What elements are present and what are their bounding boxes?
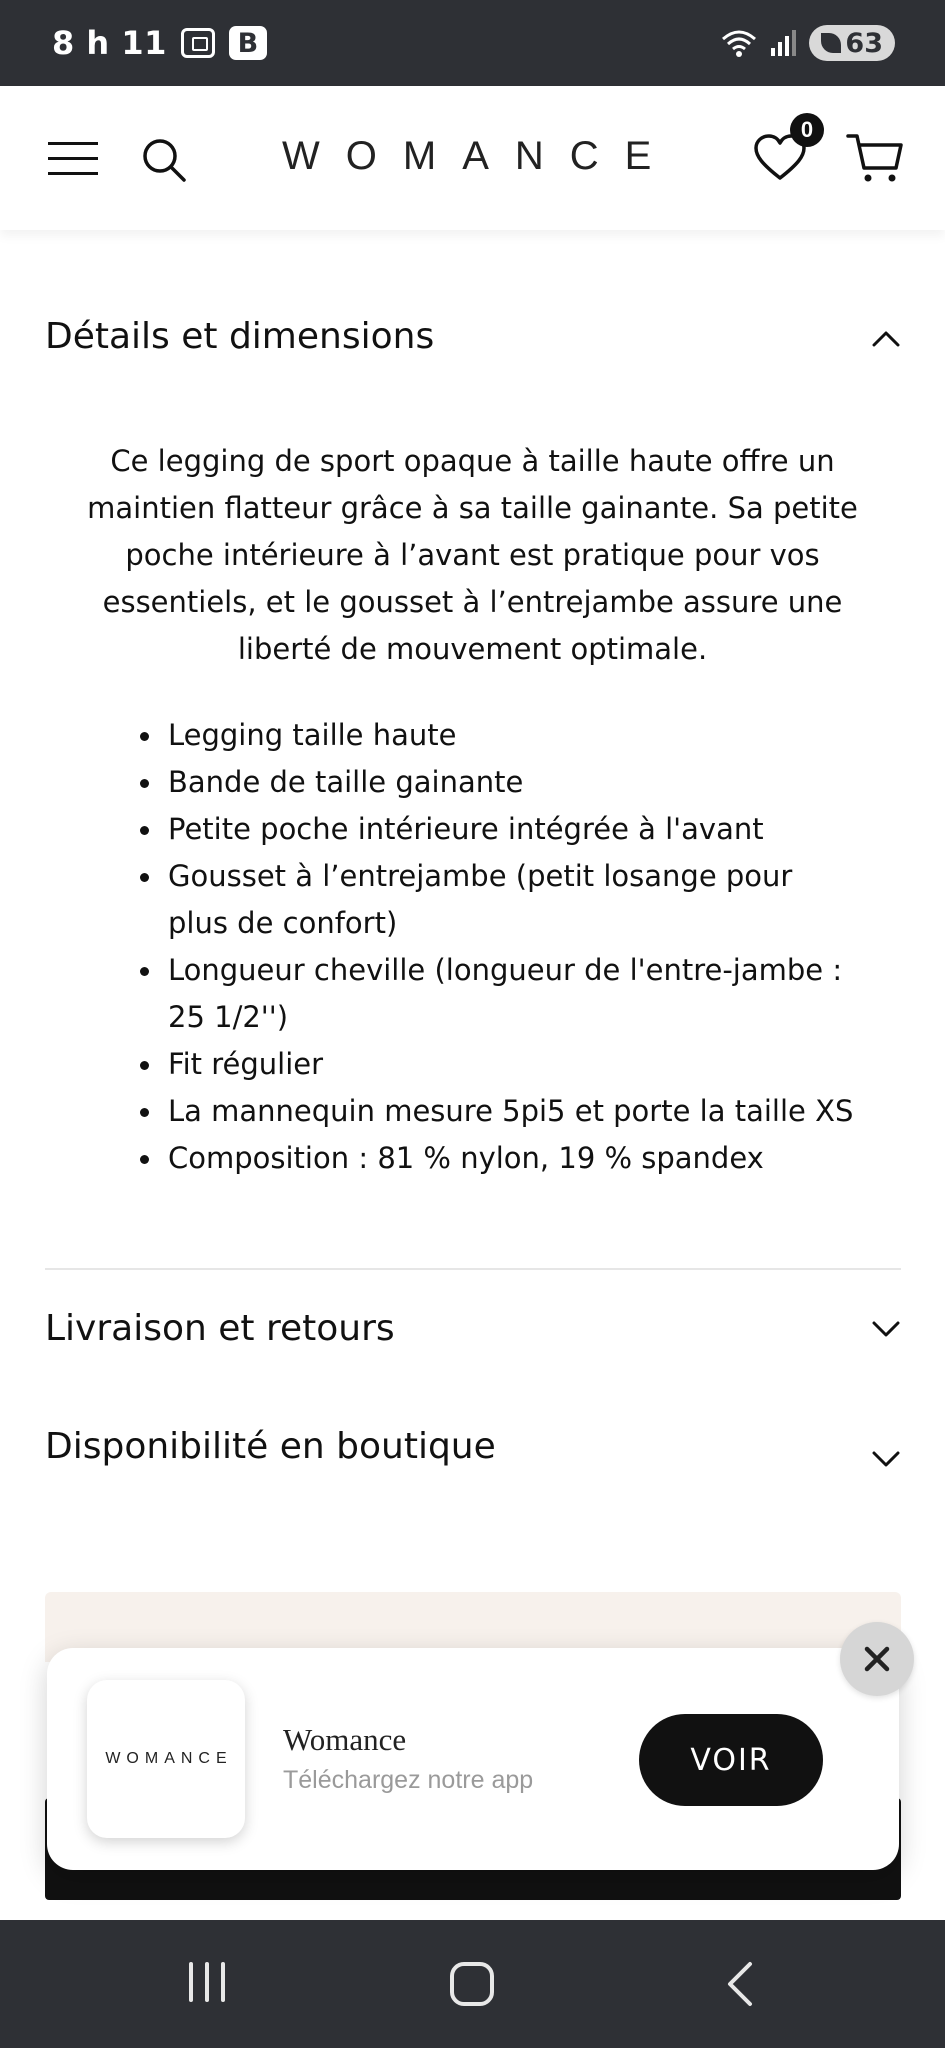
back-icon[interactable]: [720, 1960, 760, 2008]
status-time: 8 h 11: [52, 24, 167, 62]
wishlist-count-badge: 0: [790, 113, 824, 147]
feature-item: Longueur cheville (longueur de l'entre-jambe : 25 1/2''): [140, 947, 860, 1041]
hamburger-menu-icon[interactable]: [48, 142, 98, 176]
app-name: Womance: [283, 1722, 407, 1757]
battery-level: 63: [845, 27, 883, 59]
battery-indicator: [809, 25, 895, 61]
status-left: [52, 24, 267, 62]
voir-button[interactable]: VOIR: [639, 1714, 823, 1806]
feature-item: Fit régulier: [140, 1041, 860, 1088]
screenshot-icon: [181, 28, 215, 58]
system-nav-bar: [0, 1920, 945, 2048]
feature-item: Composition : 81 % nylon, 19 % spandex: [140, 1135, 860, 1182]
feature-item: Gousset à l’entrejambe (petit losange pour plus de confort): [140, 853, 860, 947]
feature-item: Bande de taille gainante: [140, 759, 860, 806]
status-bar: [0, 0, 945, 86]
status-right: [719, 25, 895, 61]
close-banner-button[interactable]: [840, 1622, 914, 1696]
home-icon[interactable]: [450, 1962, 494, 2006]
feature-item: Legging taille haute: [140, 712, 860, 759]
leaf-icon: [821, 33, 841, 53]
app-logo: [87, 1680, 245, 1838]
app-logo-text: WOMANCE: [105, 1750, 233, 1767]
chevron-down-icon[interactable]: [869, 1442, 903, 1476]
wifi-icon: [719, 27, 759, 59]
app-subtitle: Téléchargez notre app: [283, 1766, 534, 1794]
b-app-icon: B: [229, 26, 267, 60]
product-description: Ce legging de sport opaque à taille haute offre un maintien flatteur grâce à sa taille gainante. Sa petite poche intérieure à l’avant est pratique pour vos essentiels, et le gousset à l’entrejambe assure une liberté de mouvement optimale.: [87, 444, 858, 666]
feature-list: [140, 712, 860, 1182]
close-icon: [862, 1644, 892, 1674]
site-header: [0, 86, 945, 230]
section-divider: [45, 1268, 901, 1270]
search-icon[interactable]: [140, 136, 188, 184]
feature-item: La mannequin mesure 5pi5 et porte la taille XS: [140, 1088, 860, 1135]
shipping-section-title[interactable]: Livraison et retours: [45, 1308, 395, 1349]
cart-icon[interactable]: [846, 132, 904, 184]
recents-icon[interactable]: [185, 1962, 229, 2006]
chevron-down-icon[interactable]: [869, 1312, 903, 1346]
signal-icon: [769, 28, 799, 58]
chevron-up-icon[interactable]: [869, 322, 903, 356]
site-logo[interactable]: WOMANCE: [282, 134, 678, 178]
details-section-title[interactable]: Détails et dimensions: [45, 316, 435, 357]
feature-item: Petite poche intérieure intégrée à l'avant: [140, 806, 860, 853]
app-download-banner: [47, 1648, 899, 1870]
availability-section-title[interactable]: Disponibilité en boutique: [45, 1426, 496, 1467]
